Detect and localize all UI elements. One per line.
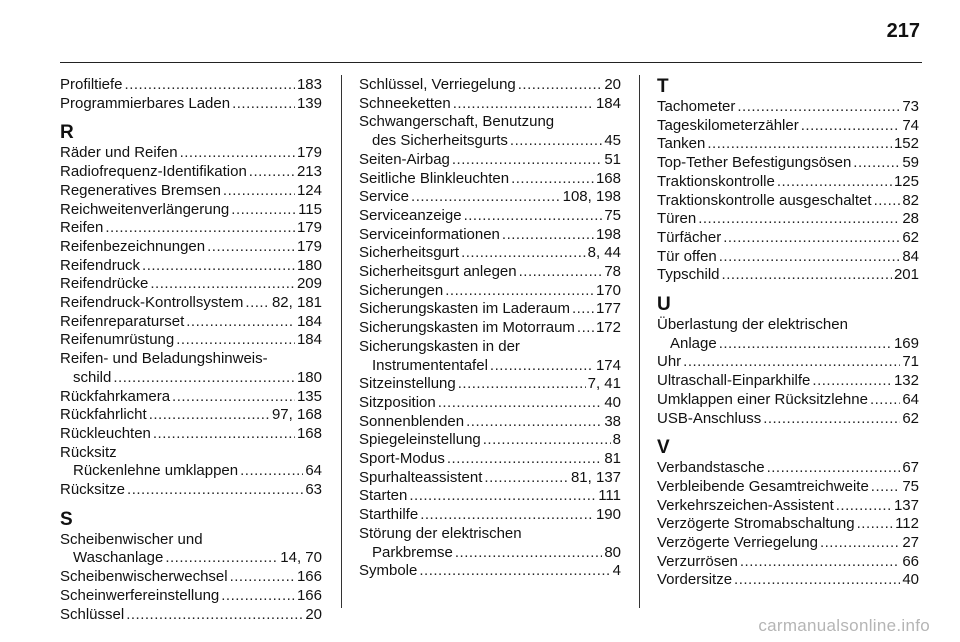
index-entry-page: 81, 137	[570, 468, 621, 486]
index-entry-label: Verzurrösen	[657, 552, 738, 570]
index-entry-page: 152	[893, 135, 919, 153]
index-entry-page: 80	[604, 543, 621, 561]
index-entry	[657, 478, 919, 497]
index-entry	[60, 462, 322, 481]
index-entry-page: 8, 44	[587, 244, 621, 262]
index-entry	[657, 459, 919, 478]
index-entry	[359, 282, 621, 301]
section-letter: R	[60, 122, 74, 144]
index-entry-page: 179	[296, 219, 322, 237]
dot-leader	[490, 357, 594, 376]
dot-leader	[420, 506, 594, 525]
index-entry-page: 179	[296, 144, 322, 162]
dot-leader	[172, 388, 295, 407]
index-entry	[359, 263, 621, 282]
dot-leader	[231, 201, 296, 220]
page-number: 217	[886, 20, 920, 42]
index-entry-label: Tanken	[657, 135, 706, 153]
dot-leader	[447, 450, 602, 469]
index-entry-label: Räder und Reifen	[60, 144, 178, 162]
index-entry-label: USB-Anschluss	[657, 409, 762, 427]
index-entry-page: 108, 198	[562, 188, 621, 206]
index-entry-page: 180	[296, 256, 322, 274]
index-entry	[359, 188, 621, 207]
index-entry-page: 125	[893, 172, 919, 190]
index-entry	[359, 151, 621, 170]
index-entry-label: Parkbremse	[372, 543, 453, 561]
index-entry-parent: Störung der elektrischen	[359, 524, 522, 542]
index-entry	[657, 154, 919, 173]
index-entry-label: Ultraschall-Einparkhilfe	[657, 372, 811, 390]
dot-leader	[853, 154, 900, 173]
dot-leader	[165, 549, 278, 568]
index-entry	[60, 568, 322, 587]
index-entry-label: Reifenbezeichnungen	[60, 237, 206, 255]
index-entry-label: Typschild	[657, 266, 720, 284]
index-entry	[359, 413, 621, 432]
index-entry	[60, 201, 322, 220]
index-entry-label: Schlüssel, Verriegelung	[359, 76, 516, 93]
index-entry	[359, 469, 621, 488]
section-letter: V	[657, 437, 670, 459]
index-entry-label: Scheinwerfereinstellung	[60, 586, 220, 604]
index-entry-label: Spurhalteassistent	[359, 468, 483, 486]
dot-leader	[453, 95, 594, 114]
dot-leader	[458, 375, 586, 394]
index-entry-label: Rücksitze	[60, 481, 126, 499]
index-entry-label: Waschanlage	[73, 549, 164, 567]
index-entry-page: 84	[902, 247, 919, 265]
index-entry-page: 209	[296, 275, 322, 293]
dot-leader	[510, 132, 602, 151]
index-entry-label: Serviceinformationen	[359, 225, 500, 243]
dot-leader	[777, 173, 892, 192]
index-entry-page: 115	[298, 200, 322, 218]
dot-leader	[737, 98, 900, 117]
index-entry-label: des Sicherheitsgurts	[372, 132, 508, 150]
index-entry-label: Regeneratives Bremsen	[60, 181, 221, 199]
dot-leader	[767, 459, 901, 478]
header-rule	[60, 62, 922, 63]
index-entry	[60, 606, 322, 625]
index-entry	[359, 450, 621, 469]
index-entry	[60, 182, 322, 201]
dot-leader	[484, 469, 569, 488]
index-entry-page: 112	[895, 515, 919, 533]
index-entry	[359, 487, 621, 506]
index-entry-page: 97, 168	[271, 406, 322, 424]
index-entry-page: 213	[296, 163, 322, 181]
index-entry	[359, 207, 621, 226]
dot-leader	[232, 95, 295, 114]
dot-leader	[763, 410, 900, 429]
dot-leader	[240, 462, 303, 481]
index-entry	[657, 135, 919, 154]
dot-leader	[461, 244, 586, 263]
index-entry-page: 179	[296, 237, 322, 255]
index-entry-page: 166	[296, 586, 322, 604]
index-entry-page: 14, 70	[280, 549, 322, 567]
dot-leader	[466, 413, 602, 432]
index-entry	[657, 335, 919, 354]
index-entry-label: Verkehrszeichen-Assistent	[657, 496, 834, 514]
index-entry-label: Reichweitenverlängerung	[60, 200, 230, 218]
index-entry	[60, 219, 322, 238]
dot-leader	[502, 226, 594, 245]
index-entry-label: Sicherungskasten im Motorraum	[359, 319, 575, 337]
index-entry	[657, 372, 919, 391]
index-entry-page: 75	[604, 206, 621, 224]
index-entry-label: Service	[359, 188, 410, 206]
dot-leader	[723, 229, 900, 248]
dot-leader	[438, 394, 603, 413]
dot-leader	[105, 219, 295, 238]
dot-leader	[176, 331, 295, 350]
index-entry	[657, 534, 919, 553]
index-entry	[60, 481, 322, 500]
index-entry-page: 135	[296, 387, 322, 405]
index-entry-page: 201	[893, 266, 919, 284]
dot-leader	[221, 587, 295, 606]
index-entry-label: Programmierbares Laden	[60, 94, 231, 112]
index-entry	[359, 357, 621, 376]
dot-leader	[719, 335, 892, 354]
dot-leader	[719, 248, 901, 267]
index-entry-page: 81	[604, 450, 621, 468]
dot-leader	[249, 163, 295, 182]
dot-leader	[207, 238, 295, 257]
dot-leader	[419, 562, 610, 581]
index-entry	[60, 331, 322, 350]
index-entry-label: Top-Tether Befestigungsösen	[657, 154, 852, 172]
dot-leader	[857, 515, 893, 534]
index-entry-page: 82	[902, 191, 919, 209]
index-entry-page: 132	[893, 372, 919, 390]
dot-leader	[874, 192, 901, 211]
index-entry-page: 64	[305, 462, 322, 480]
index-entry-label: Rückenlehne umklappen	[73, 462, 239, 480]
index-entry	[359, 394, 621, 413]
dot-leader	[153, 425, 295, 444]
dot-leader	[223, 182, 295, 201]
index-entry	[657, 173, 919, 192]
index-entry-label: Sitzeinstellung	[359, 375, 456, 393]
index-entry-page: 82, 181	[271, 294, 322, 312]
index-entry	[60, 76, 322, 95]
index-entry-label: Rückfahrkamera	[60, 387, 171, 405]
index-entry-label: Uhr	[657, 353, 682, 371]
index-entry	[657, 353, 919, 372]
index-entry-label: Schlüssel	[60, 605, 125, 623]
index-entry-label: Reifenreparaturset	[60, 312, 185, 330]
index-entry-page: 174	[595, 356, 621, 374]
index-entry	[359, 431, 621, 450]
index-entry-label: Seiten-Airbag	[359, 150, 450, 168]
index-entry	[60, 549, 322, 568]
index-entry-label: Traktionskontrolle ausgeschaltet	[657, 191, 872, 209]
index-entry	[359, 319, 621, 338]
dot-leader	[707, 135, 892, 154]
index-entry-label: Reifendrücke	[60, 275, 149, 293]
index-entry-parent: Schwangerschaft, Benutzung	[359, 113, 555, 131]
index-entry-label: Starten	[359, 487, 408, 505]
dot-leader	[142, 257, 295, 276]
index-entry-label: Sitzposition	[359, 393, 436, 411]
index-entry	[60, 313, 322, 332]
index-entry-label: Traktionskontrolle	[657, 172, 775, 190]
index-entry	[359, 562, 621, 581]
dot-leader	[871, 478, 901, 497]
section-letter: S	[60, 508, 73, 530]
index-entry-page: 172	[595, 319, 621, 337]
index-entry	[60, 257, 322, 276]
index-entry	[60, 275, 322, 294]
index-entry-page: 62	[902, 228, 919, 246]
dot-leader	[230, 568, 295, 587]
dot-leader	[245, 294, 270, 313]
index-entry-page: 66	[902, 552, 919, 570]
dot-leader	[820, 534, 900, 553]
index-entry-page: 4	[612, 562, 621, 580]
index-entry-label: Instrumententafel	[372, 356, 488, 374]
index-entry	[60, 163, 322, 182]
index-entry-page: 184	[296, 331, 322, 349]
index-entry-label: Spiegeleinstellung	[359, 431, 481, 449]
index-entry-label: schild	[73, 368, 112, 386]
index-entry-label: Sicherungen	[359, 281, 444, 299]
dot-leader	[452, 151, 602, 170]
index-column-1	[60, 76, 322, 624]
index-entry-page: 38	[604, 412, 621, 430]
watermark: carmanualsonline.info	[758, 616, 930, 635]
index-entry	[657, 192, 919, 211]
dot-leader	[722, 266, 892, 285]
dot-leader	[409, 487, 596, 506]
index-entry	[60, 425, 322, 444]
index-entry-label: Symbole	[359, 562, 418, 580]
dot-leader	[150, 275, 295, 294]
index-entry-label: Verzögerte Verriegelung	[657, 534, 818, 552]
index-entry-label: Scheibenwischerwechsel	[60, 568, 228, 586]
dot-leader	[186, 313, 295, 332]
dot-leader	[125, 76, 295, 95]
index-entry-page: 7, 41	[587, 375, 621, 393]
index-entry	[60, 406, 322, 425]
dot-leader	[411, 188, 561, 207]
index-entry	[60, 238, 322, 257]
index-entry-page: 63	[305, 481, 322, 499]
dot-leader	[113, 369, 295, 388]
index-entry	[359, 132, 621, 151]
index-entry-label: Radiofrequenz-Identifikation	[60, 163, 247, 181]
index-entry-parent: Sicherungskasten in der	[359, 337, 520, 355]
index-entry	[657, 410, 919, 429]
dot-leader	[577, 319, 594, 338]
index-entry	[359, 244, 621, 263]
index-entry-parent: Reifen- und Beladungshinweis-	[60, 350, 268, 368]
index-entry-page: 73	[902, 98, 919, 115]
index-entry	[657, 266, 919, 285]
index-entry	[60, 294, 322, 313]
index-entry-label: Verzögerte Stromabschaltung	[657, 515, 855, 533]
index-entry-page: 64	[902, 390, 919, 408]
dot-leader	[801, 117, 901, 136]
index-entry-page: 20	[604, 76, 621, 93]
index-column-3	[657, 76, 919, 590]
column-divider-2	[639, 75, 640, 608]
index-entry-parent: Rücksitz	[60, 443, 117, 461]
index-entry-page: 183	[296, 76, 322, 93]
dot-leader	[519, 263, 603, 282]
dot-leader	[180, 144, 295, 163]
dot-leader	[455, 544, 602, 563]
index-entry-label: Rückfahrlicht	[60, 406, 147, 424]
index-entry-page: 75	[902, 477, 919, 495]
index-entry-label: Sicherheitsgurt anlegen	[359, 263, 517, 281]
index-entry	[60, 144, 322, 163]
index-entry-page: 71	[902, 353, 919, 371]
index-entry-label: Rückleuchten	[60, 424, 151, 442]
index-entry	[359, 95, 621, 114]
index-entry	[359, 544, 621, 563]
index-entry-label: Schneeketten	[359, 94, 451, 112]
index-entry-page: 166	[296, 568, 322, 586]
index-entry-label: Verbleibende Gesamtreichweite	[657, 477, 869, 495]
dot-leader	[511, 170, 594, 189]
index-entry	[657, 210, 919, 229]
dot-leader	[518, 76, 603, 95]
index-entry-label: Reifen	[60, 219, 104, 237]
index-entry-page: 20	[305, 605, 322, 623]
index-entry	[657, 117, 919, 136]
index-entry-page: 45	[604, 132, 621, 150]
index-entry-page: 184	[595, 94, 621, 112]
index-entry-label: Sicherheitsgurt	[359, 244, 460, 262]
index-entry	[359, 76, 621, 95]
index-entry-label: Tachometer	[657, 98, 736, 115]
index-entry-page: 8	[612, 431, 621, 449]
dot-leader	[127, 481, 303, 500]
index-entry-label: Reifendruck-Kontrollsystem	[60, 294, 244, 312]
index-entry	[657, 515, 919, 534]
index-entry-page: 40	[604, 393, 621, 411]
dot-leader	[572, 300, 594, 319]
dot-leader	[836, 497, 892, 516]
index-entry-label: Reifendruck	[60, 256, 141, 274]
index-entry	[359, 506, 621, 525]
index-entry-label: Reifenumrüstung	[60, 331, 175, 349]
index-entry-page: 74	[902, 116, 919, 134]
index-entry-label: Sonnenblenden	[359, 412, 465, 430]
index-entry-page: 198	[595, 225, 621, 243]
index-entry	[359, 170, 621, 189]
index-column-2	[359, 76, 621, 581]
index-entry-page: 27	[902, 534, 919, 552]
dot-leader	[698, 210, 900, 229]
index-entry-label: Türen	[657, 210, 697, 228]
dot-leader	[683, 353, 900, 372]
index-entry-page: 67	[902, 459, 919, 477]
index-entry-label: Seitliche Blinkleuchten	[359, 169, 510, 187]
index-entry	[657, 391, 919, 410]
index-entry-label: Vordersitze	[657, 571, 733, 589]
dot-leader	[464, 207, 603, 226]
index-entry-label: Türfächer	[657, 228, 722, 246]
index-entry-page: 124	[296, 181, 322, 199]
index-entry-page: 177	[595, 300, 621, 318]
index-entry	[60, 95, 322, 114]
dot-leader	[483, 431, 611, 450]
index-entry-parent: Scheibenwischer und	[60, 530, 203, 548]
index-entry	[657, 571, 919, 590]
index-entry-label: Sicherungskasten im Laderaum	[359, 300, 570, 318]
index-entry-page: 28	[902, 210, 919, 228]
index-entry-page: 111	[598, 487, 621, 505]
dot-leader	[740, 553, 900, 572]
column-divider-1	[341, 75, 342, 608]
index-entry	[657, 98, 919, 117]
index-entry	[657, 229, 919, 248]
index-entry-page: 184	[296, 312, 322, 330]
index-entry	[657, 553, 919, 572]
index-entry	[359, 375, 621, 394]
index-entry-page: 137	[893, 496, 919, 514]
index-entry-page: 190	[595, 506, 621, 524]
index-entry-page: 62	[902, 409, 919, 427]
section-letter: T	[657, 76, 669, 97]
index-entry-page: 180	[296, 368, 322, 386]
dot-leader	[812, 372, 892, 391]
dot-leader	[126, 606, 303, 625]
index-entry	[359, 300, 621, 319]
index-entry-page: 59	[902, 154, 919, 172]
index-entry-label: Sport-Modus	[359, 450, 445, 468]
index-entry-label: Anlage	[670, 334, 717, 352]
index-entry-page: 168	[296, 424, 322, 442]
index-entry-page: 139	[296, 94, 322, 112]
index-entry	[60, 587, 322, 606]
index-entry-page: 51	[604, 150, 621, 168]
index-entry-label: Starthilfe	[359, 506, 419, 524]
index-entry	[359, 226, 621, 245]
index-entry	[657, 497, 919, 516]
index-entry	[60, 388, 322, 407]
index-entry-label: Tageskilometerzähler	[657, 116, 799, 134]
index-entry-page: 170	[595, 281, 621, 299]
index-entry-label: Tür offen	[657, 247, 717, 265]
index-entry	[60, 369, 322, 388]
index-entry-page: 169	[893, 334, 919, 352]
index-entry-parent: Überlastung der elektrischen	[657, 316, 848, 334]
dot-leader	[734, 571, 900, 590]
index-entry-page: 78	[604, 263, 621, 281]
dot-leader	[149, 406, 270, 425]
index-entry-label: Serviceanzeige	[359, 206, 462, 224]
dot-leader	[445, 282, 594, 301]
index-entry	[657, 248, 919, 267]
index-entry-page: 168	[595, 169, 621, 187]
index-entry-label: Profiltiefe	[60, 76, 123, 93]
index-entry-page: 40	[902, 571, 919, 589]
index-entry-label: Umklappen einer Rücksitzlehne	[657, 390, 868, 408]
index-entry-label: Verbandstasche	[657, 459, 765, 477]
section-letter: U	[657, 294, 671, 316]
dot-leader	[870, 391, 900, 410]
